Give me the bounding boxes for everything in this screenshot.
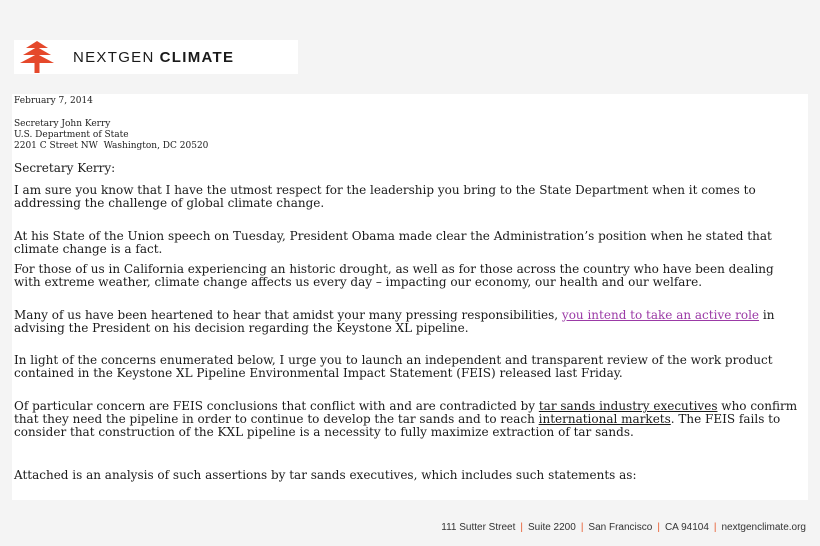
letter-date: February 7, 2014 (14, 96, 93, 106)
nextgen-climate-logo (14, 40, 298, 74)
footer-city: San Francisco (588, 522, 653, 533)
paragraph-6-text-mid: who confirm that they need the pipeline in order to continue to develop the tar sands and to reach (14, 399, 798, 426)
active-role-link[interactable]: you intend to take an active role (561, 308, 760, 322)
paragraph-1: I am sure you know that I have the utmost respect for the leadership you bring to the State Department when it comes to addressing the challenge of global climate change. (14, 183, 756, 210)
paragraph-5: In light of the concerns enumerated below, I urge you to launch an independent and transparent review of the work product contained in the Keystone XL Pipeline Environmental Impact Statement (FEIS) released last Friday. (14, 353, 773, 380)
letter-page (12, 94, 808, 500)
footer-separator: | (713, 522, 717, 533)
footer-address (441, 522, 806, 533)
logo-text-nextgen: NEXTGEN (73, 48, 155, 66)
footer-separator: | (520, 522, 523, 533)
salutation: Secretary Kerry: (14, 161, 116, 175)
paragraph-6 (14, 400, 804, 439)
addressee-address: 2201 C Street NW Washington, DC 20520 (14, 141, 209, 151)
paragraph-6-text-start: Of particular concern are FEIS conclusions that conflict with and are contradicted by (14, 399, 539, 413)
logo-wordmark (73, 49, 234, 66)
paragraph-6-text-end: . The FEIS fails to consider that construction of the KXL pipeline is a necessity to fully maximize extraction of tar sands. (14, 412, 781, 439)
paragraph-4-text-start: Many of us have been heartened to hear that amidst your many pressing responsibilities, (14, 308, 562, 322)
footer-street: 111 Sutter Street (441, 522, 516, 533)
paragraph-7: Attached is an analysis of such assertions by tar sands executives, which includes such statements as: (14, 468, 637, 482)
footer-separator: | (580, 522, 584, 533)
footer-separator: | (657, 522, 660, 533)
tar-sands-executives-link[interactable]: tar sands industry executives (538, 399, 718, 413)
footer-website[interactable]: nextgenclimate.org (721, 522, 806, 533)
footer-suite: Suite 2200 (527, 522, 576, 533)
logo-text-climate: CLIMATE (159, 48, 235, 66)
paragraph-4 (14, 309, 804, 335)
international-markets-link[interactable]: international markets (538, 412, 671, 426)
tree-logo-icon (17, 40, 57, 74)
addressee-name: Secretary John Kerry (14, 119, 111, 129)
paragraph-3: For those of us in California experiencing an historic drought, as well as for those across the country who have been dealing with extreme weather, climate change affects us every day – impacting our economy, our health and our welfare. (14, 262, 774, 289)
paragraph-2: At his State of the Union speech on Tuesday, President Obama made clear the Administration’s position when he stated that climate change is a fact. (14, 229, 772, 256)
footer-state-zip: CA 94104 (664, 522, 709, 533)
paragraph-4-text-end: in advising the President on his decision regarding the Keystone XL pipeline. (14, 308, 775, 335)
addressee-org: U.S. Department of State (14, 130, 129, 140)
